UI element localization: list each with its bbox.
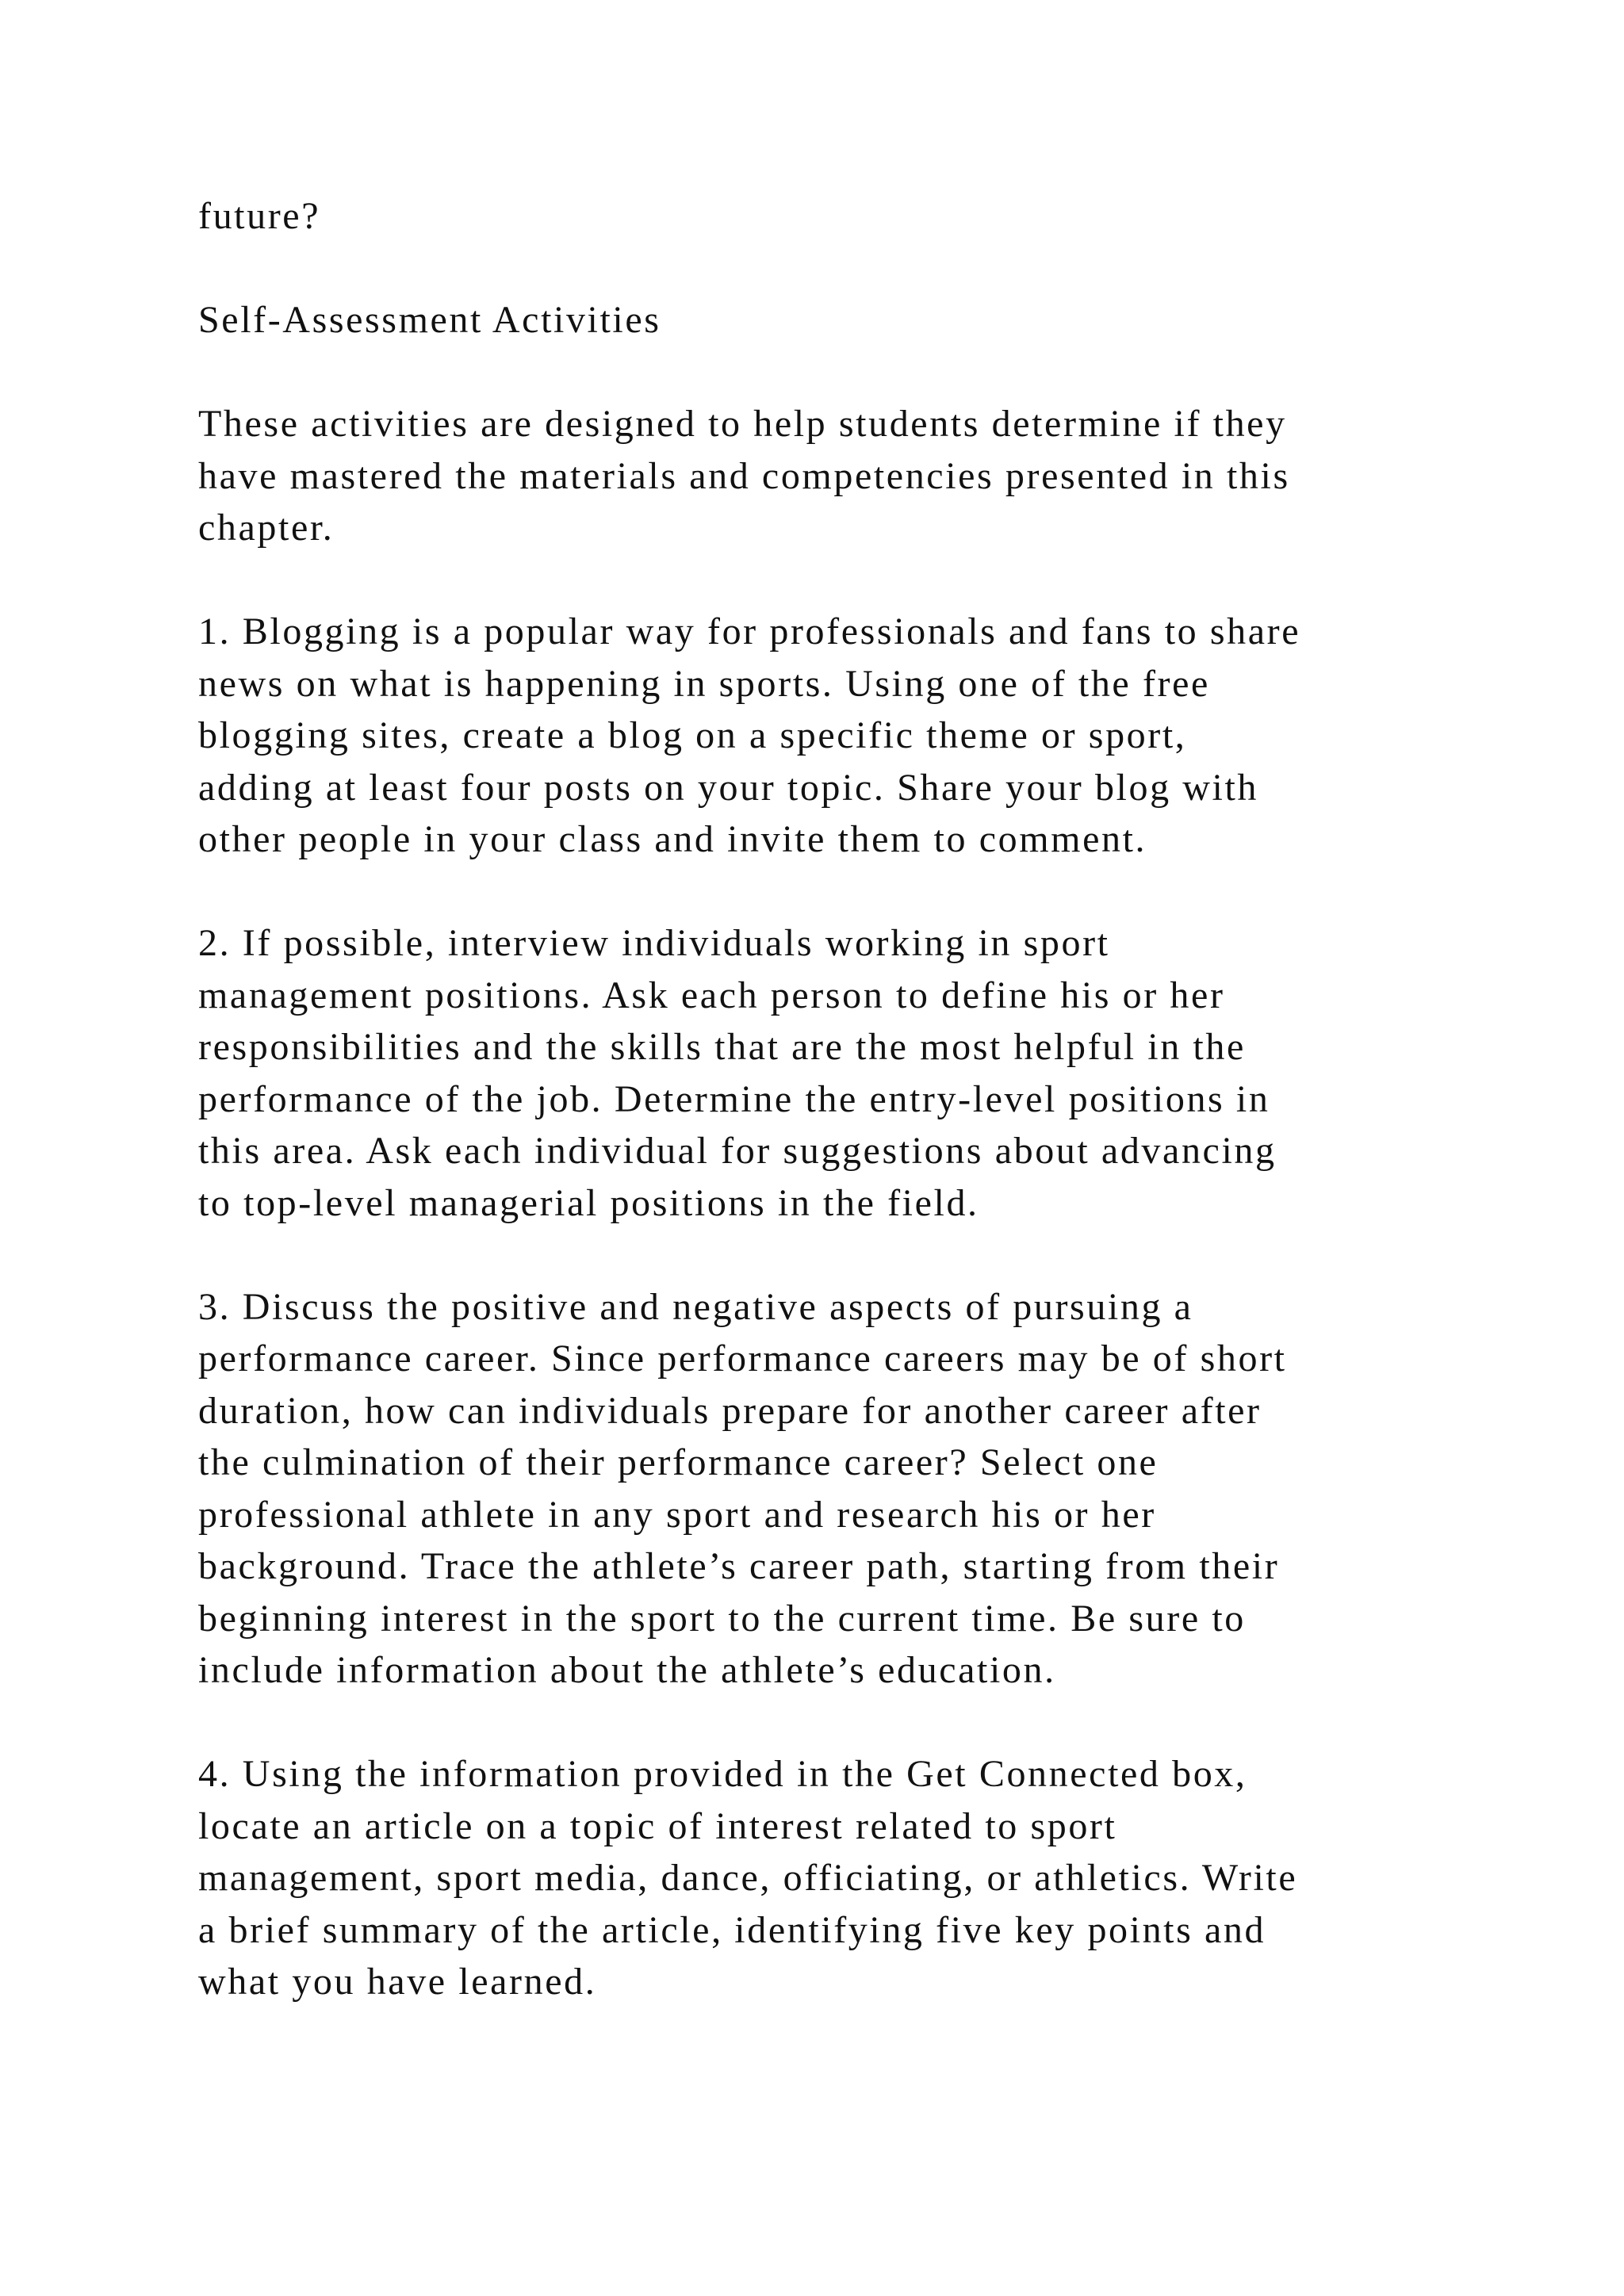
continuation-text: future? xyxy=(198,195,321,237)
activity-item-3: 3. Discuss the positive and negative aspects of pursuing a performance career. Since performance careers may be of short duration, how can individuals prepare for another career after the culmination of their performance career? Select one professional athlete in any sport and research his or her background. Trace the athlete’s career path, starting from their beginning interest in the sport to the current time. Be sure to include information about the athlete’s education. xyxy=(198,1285,1287,1691)
activity-item-4: 4. Using the information provided in the Get Connected box, locate an article on a topic of interest related to sport management, sport media, dance, officiating, or athletics. Write a brief summary of the article, identifying five key points and what you have learned. xyxy=(198,1753,1298,2003)
section-heading: Self-Assessment Activities xyxy=(198,299,661,341)
activity-item-1: 1. Blogging is a popular way for professionals and fans to share news on what is happening in sports. Using one of the free blogging sites, create a blog on a specific theme or sport, adding at least four posts on your topic. Share your blog with other people in your class and invite them to comment. xyxy=(198,610,1301,860)
activity-item-2: 2. If possible, interview individuals working in sport management positions. Ask each person to define his or her responsibilities and the skills that are the most helpful in the performance of the job. Determine the entry-level positions in this area. Ask each individual for suggestions about advancing to top-level managerial positions in the field. xyxy=(198,922,1277,1224)
intro-paragraph: These activities are designed to help students determine if they have mastered the materials and competencies presented in this chapter. xyxy=(198,403,1290,549)
document-body xyxy=(198,190,1546,2008)
